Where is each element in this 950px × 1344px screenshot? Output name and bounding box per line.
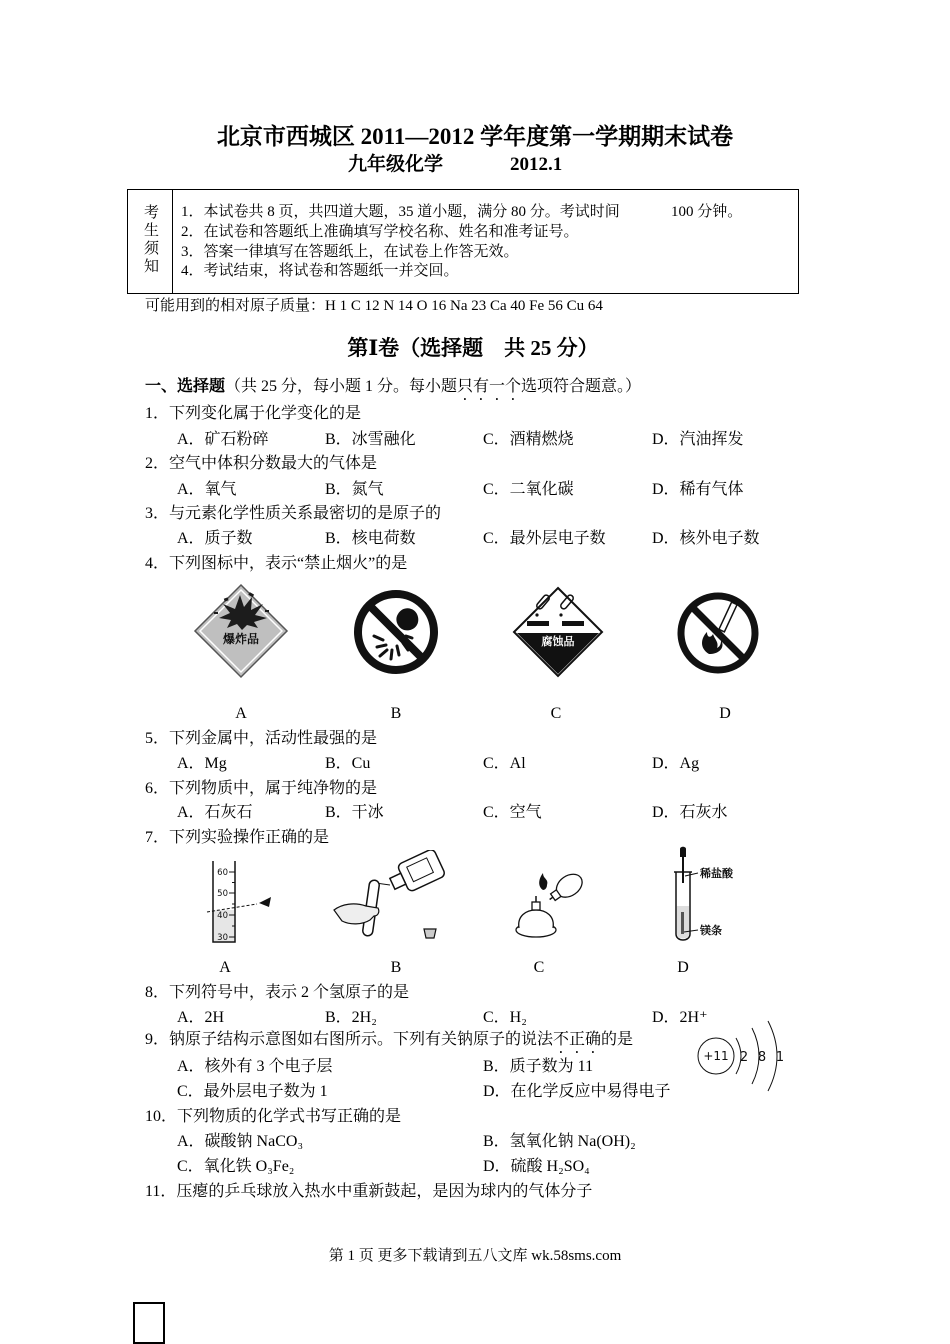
question-10-option-d: D．硫酸 H₂SO₄ — [483, 1158, 590, 1175]
question-7-label-c: C — [533, 959, 545, 976]
atom-nucleus-charge: +11 — [703, 1049, 729, 1063]
sign-a-label: 爆炸品 — [222, 632, 260, 646]
atomic-masses: 可能用到的相对原子质量：H 1 C 12 N 14 O 16 Na 23 Ca 40 Fe 56 Cu 64 — [145, 298, 603, 314]
eye-icon — [259, 897, 271, 907]
page-footer: 第 1 页 更多下载请到五八文库 wk.58sms.com — [328, 1248, 622, 1264]
question-9-option-d: D．在化学反应中易得电子 — [483, 1083, 671, 1100]
question-5-option-c: C．Al — [483, 755, 526, 772]
no-fireworks-sign — [352, 588, 440, 676]
question-1-option-c: C．酒精燃烧 — [483, 431, 574, 448]
question-5-option-a: A．Mg — [177, 755, 227, 772]
question-1-option-a: A．矿石粉碎 — [177, 431, 269, 448]
question-2-stem: 2．空气中体积分数最大的气体是 — [145, 455, 378, 472]
question-3-option-c: C．最外层电子数 — [483, 530, 606, 547]
question-1-option-d: D．汽油挥发 — [652, 431, 744, 448]
question-10-stem: 10．下列物质的化学式书写正确的是 — [145, 1108, 402, 1125]
notice-item-4: 4．考试结束，将试卷和答题纸一并交回。 — [181, 263, 459, 279]
bottle-stopper — [424, 929, 436, 938]
shell-1-electrons: 2 — [739, 1050, 749, 1065]
cylinder-tick-50: 50 — [217, 889, 228, 899]
question-10-option-c: C．氧化铁 O₃Fe₂ — [177, 1158, 295, 1175]
question-5-option-d: D．Ag — [652, 755, 700, 772]
test-tube-reaction-figure — [668, 846, 740, 944]
notice-item-2: 2．在试卷和答题纸上准确填写学校名称、姓名和准考证号。 — [181, 224, 579, 240]
notice-exam-time: 100 分钟。 — [671, 204, 743, 220]
question-7-label-b: B — [390, 959, 402, 976]
question-8-option-c: C．H₂ — [483, 1009, 527, 1026]
alcohol-lamp-figure — [512, 866, 588, 942]
metal-label: 镁条 — [700, 924, 722, 937]
corner-box — [133, 1302, 165, 1344]
question-6-option-c: C．空气 — [483, 804, 542, 821]
question-4-stem: 4．下列图标中，表示“禁止烟火”的是 — [145, 555, 408, 572]
question-2-option-b: B．氮气 — [325, 481, 384, 498]
magnesium-strip — [681, 912, 684, 934]
question-6-option-b: B．干冰 — [325, 804, 384, 821]
section-title: 第Ⅰ卷（选择题 共 25 分） — [347, 336, 599, 360]
graduated-cylinder-figure — [205, 860, 285, 946]
question-9-option-a: A．核外有 3 个电子层 — [177, 1058, 333, 1075]
dropper-bulb — [680, 847, 686, 857]
exam-subject: 九年级化学 — [348, 154, 444, 175]
shell-2-electrons: 8 — [757, 1050, 767, 1065]
question-1-option-b: B．冰雪融化 — [325, 431, 416, 448]
explosive-sign — [193, 583, 289, 679]
question-8-option-b: B．2H₂ — [325, 1009, 377, 1026]
question-8-option-d: D．2H⁺ — [652, 1009, 708, 1026]
notice-label-cell — [128, 190, 173, 293]
question-9-stem — [145, 1030, 633, 1057]
question-4-label-a: A — [235, 705, 247, 722]
acid-label: 稀盐酸 — [700, 867, 733, 880]
question-11-stem: 11．压瘪的乒乓球放入热水中重新鼓起，是因为球内的气体分子 — [145, 1183, 593, 1200]
notice-item-1: 1．本试卷共 8 页，共四道大题，35 道小题，满分 80 分。考试时间 — [181, 204, 620, 220]
acid-leader-line — [685, 873, 698, 876]
question-2-option-c: C．二氧化碳 — [483, 481, 574, 498]
part-one-title: 一、选择题 — [145, 378, 226, 395]
question-6-option-d: D．石灰水 — [652, 804, 728, 821]
notice-label: 考生须知 — [142, 204, 158, 276]
reagent-bottle — [386, 850, 446, 897]
question-2-option-d: D．稀有气体 — [652, 481, 744, 498]
question-3-option-d: D．核外电子数 — [652, 530, 760, 547]
tilted-alcohol-lamp — [544, 869, 587, 907]
question-4-label-d: D — [719, 705, 731, 722]
question-6-stem: 6．下列物质中，属于纯净物的是 — [145, 780, 378, 797]
part-one-emphasis: 只有一个 — [457, 378, 522, 395]
sodium-atom-diagram — [694, 1018, 788, 1094]
exam-date: 2012.1 — [510, 154, 563, 175]
cylinder-tick-30: 30 — [217, 933, 228, 943]
question-7-label-a: A — [219, 959, 231, 976]
question-9-option-c: C．最外层电子数为 1 — [177, 1083, 328, 1100]
question-7-stem: 7．下列实验操作正确的是 — [145, 829, 330, 846]
question-9-emphasis: 不正确 — [553, 1031, 602, 1048]
no-fire-sign — [675, 590, 761, 676]
question-6-option-a: A．石灰石 — [177, 804, 253, 821]
sign-c-label: 腐蚀品 — [541, 635, 575, 648]
exam-title: 北京市西城区 2011—2012 学年度第一学期期末试卷 — [216, 124, 734, 149]
question-9-stem-end: 的是 — [601, 1031, 634, 1048]
corrosive-sign — [512, 586, 604, 678]
question-10-option-a: A．碳酸钠 NaCO₃ — [177, 1133, 304, 1150]
dropper-tube — [682, 857, 684, 883]
question-10-option-b: B．氢氧化钠 Na(OH)₂ — [483, 1133, 636, 1150]
notice-item-3: 3．答案一律填写在答题纸上，在试卷上作答无效。 — [181, 244, 519, 260]
flame-icon — [539, 873, 547, 890]
notice-box — [127, 189, 799, 294]
lower-alcohol-lamp — [516, 896, 556, 937]
question-8-option-a: A．2H — [177, 1009, 225, 1026]
question-4-label-c: C — [550, 705, 562, 722]
part-one-instruction-end: 选项符合题意。） — [521, 378, 642, 395]
cylinder-tick-40: 40 — [217, 911, 228, 921]
question-5-option-b: B．Cu — [325, 755, 371, 772]
question-3-option-b: B．核电荷数 — [325, 530, 416, 547]
question-7-label-d: D — [677, 959, 689, 976]
shell-3-electrons: 1 — [775, 1050, 785, 1065]
question-9-option-b: B．质子数为 11 — [483, 1058, 594, 1075]
question-3-option-a: A．质子数 — [177, 530, 253, 547]
question-5-stem: 5．下列金属中，活动性最强的是 — [145, 730, 378, 747]
question-1-stem: 1．下列变化属于化学变化的是 — [145, 405, 362, 422]
part-one-instruction: （共 25 分，每小题 1 分。每小题 — [225, 378, 458, 395]
pouring-liquid-figure — [332, 850, 448, 942]
question-3-stem: 3．与元素化学性质关系最密切的是原子的 — [145, 505, 442, 522]
question-4-label-b: B — [390, 705, 402, 722]
cylinder-tick-60: 60 — [217, 868, 228, 878]
question-9-stem-text: 9．钠原子结构示意图如右图所示。下列有关钠原子的说法 — [145, 1031, 554, 1048]
part-one-heading — [145, 377, 641, 404]
question-2-option-a: A．氧气 — [177, 481, 237, 498]
question-8-stem: 8．下列符号中，表示 2 个氢原子的是 — [145, 984, 410, 1001]
